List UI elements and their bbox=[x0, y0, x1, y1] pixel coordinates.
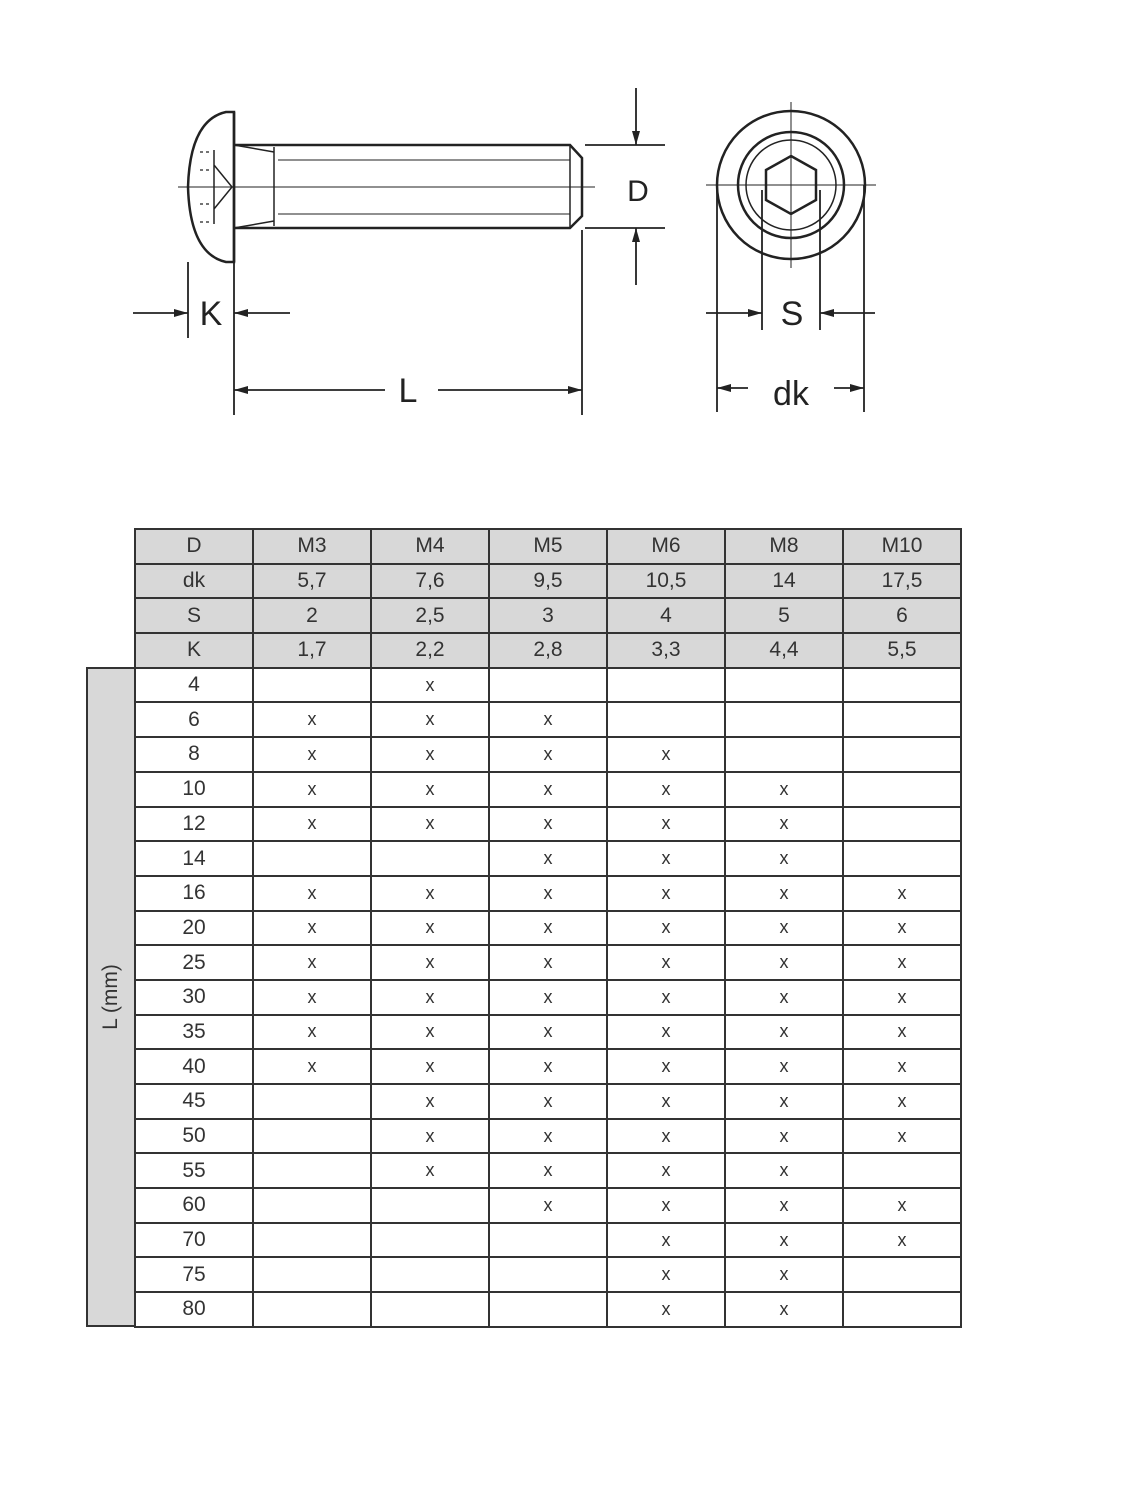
empty-cell bbox=[253, 1257, 371, 1292]
available-mark: x bbox=[725, 1119, 843, 1154]
available-mark: x bbox=[843, 1119, 961, 1154]
length-row bbox=[135, 1084, 961, 1119]
available-mark: x bbox=[725, 1188, 843, 1223]
empty-cell bbox=[843, 1153, 961, 1188]
available-mark: x bbox=[725, 1084, 843, 1119]
length-row bbox=[135, 702, 961, 737]
available-mark: x bbox=[489, 737, 607, 772]
length-value: 40 bbox=[135, 1049, 253, 1084]
header-row bbox=[135, 633, 961, 668]
available-mark: x bbox=[253, 1015, 371, 1050]
header-label: D bbox=[135, 529, 253, 564]
length-value: 50 bbox=[135, 1119, 253, 1154]
available-mark: x bbox=[607, 1015, 725, 1050]
empty-cell bbox=[371, 1292, 489, 1327]
header-value: 5 bbox=[725, 598, 843, 633]
length-value: 55 bbox=[135, 1153, 253, 1188]
available-mark: x bbox=[607, 1257, 725, 1292]
available-mark: x bbox=[371, 1049, 489, 1084]
header-value: M6 bbox=[607, 529, 725, 564]
available-mark: x bbox=[725, 1257, 843, 1292]
empty-cell bbox=[489, 1292, 607, 1327]
header-value: 5,5 bbox=[843, 633, 961, 668]
available-mark: x bbox=[489, 1188, 607, 1223]
available-mark: x bbox=[489, 1049, 607, 1084]
available-mark: x bbox=[371, 1015, 489, 1050]
available-mark: x bbox=[253, 945, 371, 980]
length-row bbox=[135, 1188, 961, 1223]
length-row bbox=[135, 1049, 961, 1084]
available-mark: x bbox=[607, 1223, 725, 1258]
available-mark: x bbox=[725, 772, 843, 807]
empty-cell bbox=[253, 1292, 371, 1327]
length-value: 25 bbox=[135, 945, 253, 980]
length-row bbox=[135, 911, 961, 946]
available-mark: x bbox=[725, 1292, 843, 1327]
available-mark: x bbox=[725, 876, 843, 911]
label-dk: dk bbox=[773, 375, 809, 413]
available-mark: x bbox=[725, 980, 843, 1015]
available-mark: x bbox=[489, 1153, 607, 1188]
empty-cell bbox=[843, 702, 961, 737]
available-mark: x bbox=[843, 1223, 961, 1258]
empty-cell bbox=[725, 737, 843, 772]
empty-cell bbox=[489, 668, 607, 703]
header-value: 4 bbox=[607, 598, 725, 633]
header-value: 5,7 bbox=[253, 564, 371, 599]
length-value: 16 bbox=[135, 876, 253, 911]
available-mark: x bbox=[489, 980, 607, 1015]
available-mark: x bbox=[371, 772, 489, 807]
available-mark: x bbox=[371, 980, 489, 1015]
empty-cell bbox=[489, 1223, 607, 1258]
available-mark: x bbox=[253, 1049, 371, 1084]
available-mark: x bbox=[489, 807, 607, 842]
available-mark: x bbox=[253, 772, 371, 807]
label-L: L bbox=[398, 372, 418, 410]
length-row bbox=[135, 1153, 961, 1188]
side-view bbox=[178, 112, 595, 262]
empty-cell bbox=[843, 737, 961, 772]
empty-cell bbox=[253, 1223, 371, 1258]
empty-cell bbox=[253, 1084, 371, 1119]
available-mark: x bbox=[607, 1084, 725, 1119]
length-row bbox=[135, 807, 961, 842]
length-value: 8 bbox=[135, 737, 253, 772]
length-value: 80 bbox=[135, 1292, 253, 1327]
available-mark: x bbox=[371, 737, 489, 772]
empty-cell bbox=[371, 1257, 489, 1292]
header-label: dk bbox=[135, 564, 253, 599]
header-label: S bbox=[135, 598, 253, 633]
available-mark: x bbox=[843, 1188, 961, 1223]
available-mark: x bbox=[843, 876, 961, 911]
header-value: 2,2 bbox=[371, 633, 489, 668]
header-value: M10 bbox=[843, 529, 961, 564]
label-K: K bbox=[199, 295, 223, 333]
empty-cell bbox=[253, 1153, 371, 1188]
available-mark: x bbox=[489, 1084, 607, 1119]
header-value: 3 bbox=[489, 598, 607, 633]
empty-cell bbox=[253, 841, 371, 876]
available-mark: x bbox=[489, 772, 607, 807]
available-mark: x bbox=[253, 702, 371, 737]
available-mark: x bbox=[725, 1223, 843, 1258]
length-value: 75 bbox=[135, 1257, 253, 1292]
length-axis-label: L (mm) bbox=[99, 964, 122, 1030]
available-mark: x bbox=[607, 1119, 725, 1154]
length-value: 10 bbox=[135, 772, 253, 807]
available-mark: x bbox=[253, 980, 371, 1015]
header-value: 10,5 bbox=[607, 564, 725, 599]
length-value: 60 bbox=[135, 1188, 253, 1223]
length-row bbox=[135, 772, 961, 807]
available-mark: x bbox=[371, 1153, 489, 1188]
available-mark: x bbox=[489, 945, 607, 980]
length-row bbox=[135, 1223, 961, 1258]
empty-cell bbox=[725, 668, 843, 703]
header-value: M3 bbox=[253, 529, 371, 564]
empty-cell bbox=[843, 668, 961, 703]
empty-cell bbox=[607, 668, 725, 703]
available-mark: x bbox=[843, 945, 961, 980]
available-mark: x bbox=[489, 876, 607, 911]
empty-cell bbox=[843, 772, 961, 807]
available-mark: x bbox=[489, 1015, 607, 1050]
available-mark: x bbox=[725, 1049, 843, 1084]
dimension-lines bbox=[133, 88, 875, 415]
length-value: 12 bbox=[135, 807, 253, 842]
available-mark: x bbox=[607, 1188, 725, 1223]
available-mark: x bbox=[607, 841, 725, 876]
header-value: 3,3 bbox=[607, 633, 725, 668]
available-mark: x bbox=[607, 980, 725, 1015]
available-mark: x bbox=[607, 737, 725, 772]
length-value: 30 bbox=[135, 980, 253, 1015]
available-mark: x bbox=[371, 911, 489, 946]
length-row bbox=[135, 945, 961, 980]
available-mark: x bbox=[489, 841, 607, 876]
available-mark: x bbox=[725, 945, 843, 980]
empty-cell bbox=[843, 1292, 961, 1327]
available-mark: x bbox=[725, 1153, 843, 1188]
available-mark: x bbox=[607, 1153, 725, 1188]
header-value: 7,6 bbox=[371, 564, 489, 599]
available-mark: x bbox=[607, 945, 725, 980]
header-value: 2 bbox=[253, 598, 371, 633]
empty-cell bbox=[371, 1223, 489, 1258]
length-row bbox=[135, 737, 961, 772]
available-mark: x bbox=[725, 1015, 843, 1050]
end-view bbox=[706, 102, 876, 268]
available-mark: x bbox=[489, 911, 607, 946]
header-row bbox=[135, 598, 961, 633]
header-row bbox=[135, 564, 961, 599]
dimension-table bbox=[134, 528, 962, 1328]
available-mark: x bbox=[843, 1084, 961, 1119]
screw-technical-drawing bbox=[0, 0, 1126, 460]
length-row bbox=[135, 980, 961, 1015]
label-S: S bbox=[780, 295, 804, 333]
length-value: 35 bbox=[135, 1015, 253, 1050]
available-mark: x bbox=[843, 911, 961, 946]
available-mark: x bbox=[843, 1015, 961, 1050]
available-mark: x bbox=[489, 702, 607, 737]
length-value: 4 bbox=[135, 668, 253, 703]
available-mark: x bbox=[371, 702, 489, 737]
available-mark: x bbox=[253, 807, 371, 842]
available-mark: x bbox=[253, 911, 371, 946]
length-value: 20 bbox=[135, 911, 253, 946]
available-mark: x bbox=[607, 1292, 725, 1327]
empty-cell bbox=[489, 1257, 607, 1292]
available-mark: x bbox=[489, 1119, 607, 1154]
header-value: M5 bbox=[489, 529, 607, 564]
length-row bbox=[135, 1119, 961, 1154]
available-mark: x bbox=[253, 737, 371, 772]
empty-cell bbox=[253, 1188, 371, 1223]
available-mark: x bbox=[607, 772, 725, 807]
empty-cell bbox=[607, 702, 725, 737]
available-mark: x bbox=[843, 980, 961, 1015]
length-row bbox=[135, 1292, 961, 1327]
available-mark: x bbox=[371, 668, 489, 703]
header-value: 4,4 bbox=[725, 633, 843, 668]
empty-cell bbox=[371, 841, 489, 876]
length-row bbox=[135, 668, 961, 703]
available-mark: x bbox=[607, 1049, 725, 1084]
available-mark: x bbox=[607, 876, 725, 911]
header-value: 2,8 bbox=[489, 633, 607, 668]
available-mark: x bbox=[371, 1084, 489, 1119]
header-value: 14 bbox=[725, 564, 843, 599]
length-axis-label-cell bbox=[86, 667, 134, 1327]
length-value: 6 bbox=[135, 702, 253, 737]
length-row bbox=[135, 1257, 961, 1292]
length-row bbox=[135, 1015, 961, 1050]
header-value: 6 bbox=[843, 598, 961, 633]
empty-cell bbox=[843, 807, 961, 842]
length-value: 45 bbox=[135, 1084, 253, 1119]
available-mark: x bbox=[725, 841, 843, 876]
header-row bbox=[135, 529, 961, 564]
available-mark: x bbox=[371, 945, 489, 980]
empty-cell bbox=[253, 1119, 371, 1154]
length-value: 70 bbox=[135, 1223, 253, 1258]
header-value: M8 bbox=[725, 529, 843, 564]
empty-cell bbox=[725, 702, 843, 737]
empty-cell bbox=[843, 841, 961, 876]
available-mark: x bbox=[371, 876, 489, 911]
empty-cell bbox=[371, 1188, 489, 1223]
header-value: 17,5 bbox=[843, 564, 961, 599]
header-value: 1,7 bbox=[253, 633, 371, 668]
available-mark: x bbox=[725, 911, 843, 946]
available-mark: x bbox=[725, 807, 843, 842]
empty-cell bbox=[843, 1257, 961, 1292]
header-label: K bbox=[135, 633, 253, 668]
header-value: M4 bbox=[371, 529, 489, 564]
available-mark: x bbox=[607, 911, 725, 946]
length-row bbox=[135, 841, 961, 876]
available-mark: x bbox=[843, 1049, 961, 1084]
available-mark: x bbox=[371, 1119, 489, 1154]
available-mark: x bbox=[371, 807, 489, 842]
header-value: 2,5 bbox=[371, 598, 489, 633]
header-value: 9,5 bbox=[489, 564, 607, 599]
length-value: 14 bbox=[135, 841, 253, 876]
length-row bbox=[135, 876, 961, 911]
label-D: D bbox=[627, 175, 649, 208]
empty-cell bbox=[253, 668, 371, 703]
available-mark: x bbox=[253, 876, 371, 911]
available-mark: x bbox=[607, 807, 725, 842]
